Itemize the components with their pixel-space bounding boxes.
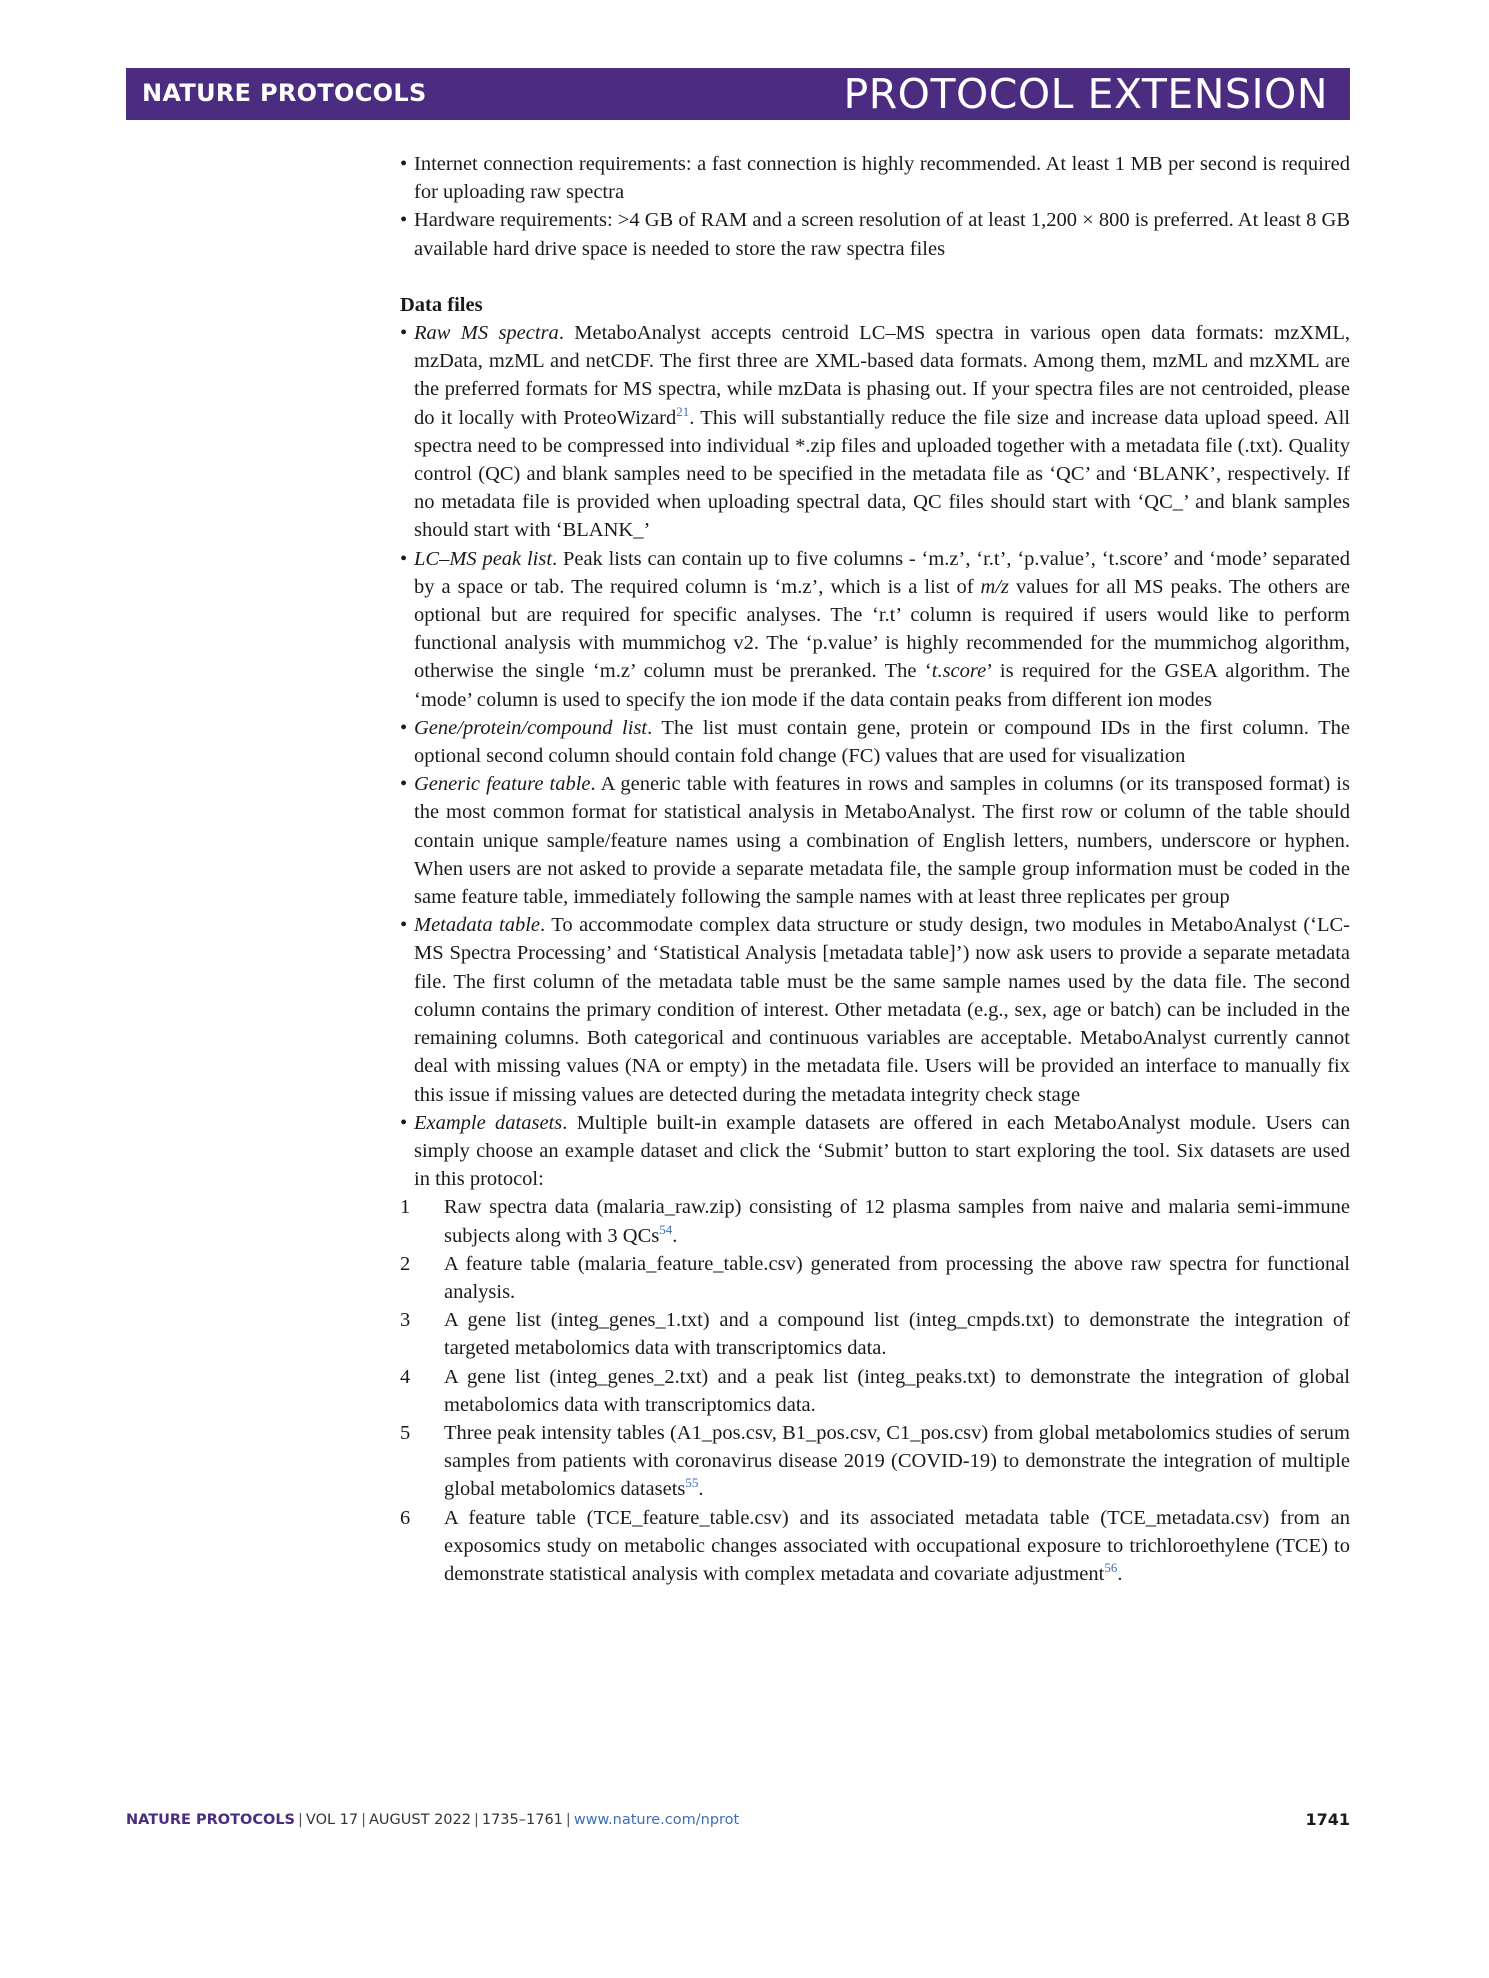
list-item-gene-list: • Gene/protein/compound list. The list must contain gene, protein or compound IDs in the first column. The optional second column should contain fold change (FC) values that are used for visualization [400,714,1350,770]
dataset-item: 5 Three peak intensity tables (A1_pos.csv, B1_pos.csv, C1_pos.csv) from global metabolomics studies of serum samples from patients with coronavirus disease 2019 (COVID-19) to demonstrate the integration of multiple global metabolomics datasets$^{55}$. [400,1421,1350,1501]
term: LC–MS peak list [414,547,553,570]
page-footer: NATURE PROTOCOLS | VOL 17 | AUGUST 2022 | 1735–1761 | www.nature.com/nprot [126,1812,740,1828]
list-item-metadata-table: • Metadata table. To accommodate complex data structure or study design, two modules in MetaboAnalyst (‘LC-MS Spectra Processing’ and ‘Statistical Analysis [metadata table]’) now ask users to provide a separate metadata file. The first column of the metadata table must be the same sample names used by the data file. The second column contains the primary condition of interest. Other metadata (e.g., sex, age or batch) can be included in the remaining columns. Both categorical and continuous variables are acceptable. MetaboAnalyst currently cannot deal with missing values (NA or empty) in the metadata file. Users will be provided an interface to manually fix this issue if missing values are detected during the metadata integrity check stage [400,911,1350,1108]
term: Generic feature table [414,773,591,796]
data-files-list [400,319,1350,1193]
dataset-item: 3 A gene list (integ_genes_1.txt) and a compound list (integ_cmpds.txt) to demonstrate the integration of targeted metabolomics data with transcriptomics data. [400,1309,1350,1360]
dataset-item: 2 A feature table (malaria_feature_table.csv) generated from processing the above raw spectra for functional analysis. [400,1252,1350,1303]
list-item-raw-ms: • Raw MS spectra. MetaboAnalyst accepts centroid LC–MS spectra in various open data formats: mzXML, mzData, mzML and netCDF. The first three are XML-based data formats. Among them, mzML and mzXML are the preferred formats for MS spectra, while mzData is phasing out. If your spectra files are not centroided, please do it locally with ProteoWizard$^{21}$. This will substantially reduce the file size and increase data upload speed. All spectra need to be compressed into individual *.zip files and uploaded together with a metadata file (.txt). Quality control (QC) and blank samples need to be specified in the metadata file as ‘QC’ and ‘BLANK’, respectively. If no metadata file is provided when uploading spectral data, QC files should start with ‘QC_’ and blank samples should start with ‘BLANK_’ [400,319,1350,545]
footer-url-link[interactable]: www.nature.com/nprot [573,1812,740,1828]
section-label: PROTOCOL EXTENSION [843,70,1328,118]
requirement-item: • Internet connection requirements: a fast connection is highly recommended. At least 1 MB per second is required for uploading raw spectra [400,150,1350,206]
footer-volume: VOL 17 [305,1812,359,1828]
citation-link[interactable]: 54 [659,1221,673,1237]
journal-header-bar [126,68,1350,120]
term: Example datasets [414,1111,563,1134]
list-item-example-datasets: • Example datasets. Multiple built-in example datasets are offered in each MetaboAnalyst module. Users can simply choose an example dataset and click the ‘Submit’ button to start exploring the tool. Six datasets are used in this protocol: [400,1109,1350,1194]
datasets-list [400,1193,1350,1588]
term: Gene/protein/compound list [414,716,648,739]
citation-link[interactable]: 21 [676,403,690,419]
footer-brand: NATURE PROTOCOLS [126,1812,296,1828]
footer-date: AUGUST 2022 [369,1812,471,1828]
article-body [400,150,1350,1588]
list-item-generic-table: • Generic feature table. A generic table with features in rows and samples in columns (or its transposed format) is the most common format for statistical analysis in MetaboAnalyst. The first row or column of the table should contain unique sample/feature names using a combination of English letters, numbers, underscore or hyphen. When users are not asked to provide a separate metadata file, the sample group information must be coded in the same feature table, immediately following the sample names with at least three replicates per group [400,770,1350,911]
journal-name: NATURE PROTOCOLS [142,79,427,107]
dataset-item: 6 A feature table (TCE_feature_table.csv) and its associated metadata table (TCE_metadata.csv) from an exposomics study on metabolic changes associated with occupational exposure to trichloroethylene (TCE) to demonstrate statistical analysis with complex metadata and covariate adjustment$^{56}$. [400,1506,1350,1585]
citation-link[interactable]: 55 [685,1475,699,1491]
footer-pages: 1735–1761 [481,1812,563,1828]
list-item-peak-list: • LC–MS peak list. Peak lists can contain up to five columns - ‘m.z’, ‘r.t’, ‘p.value’, ‘t.score’ and ‘mode’ separated by a space or tab. The required column is ‘m.z’, which is a list of m/z values for all MS peaks. The others are optional but are required for specific analyses. The ‘r.t’ column is required if users would like to perform functional analysis with mummichog v2. The ‘p.value’ is highly recommended for the mummichog algorithm, otherwise the single ‘m.z’ column must be preranked. The ‘t.score’ is required for the GSEA algorithm. The ‘mode’ column is used to specify the ion mode if the data contain peaks from different ion modes [400,545,1350,714]
page-number: 1741 [1305,1810,1350,1829]
section-heading: Data files [400,293,483,316]
dataset-item: 1 Raw spectra data (malaria_raw.zip) consisting of 12 plasma samples from naive and malaria semi-immune subjects along with 3 QCs$^{54}$. [400,1196,1350,1247]
term: Raw MS spectra [414,322,559,345]
citation-link[interactable]: 56 [1104,1560,1118,1576]
dataset-item: 4 A gene list (integ_genes_2.txt) and a peak list (integ_peaks.txt) to demonstrate the integration of global metabolomics data with transcriptomics data. [400,1365,1350,1416]
requirement-item: • Hardware requirements: >4 GB of RAM and a screen resolution of at least 1,200 × 800 is preferred. At least 8 GB available hard drive space is needed to store the raw spectra files [400,206,1350,262]
requirements-list [400,150,1350,263]
term: Metadata table [414,914,541,937]
